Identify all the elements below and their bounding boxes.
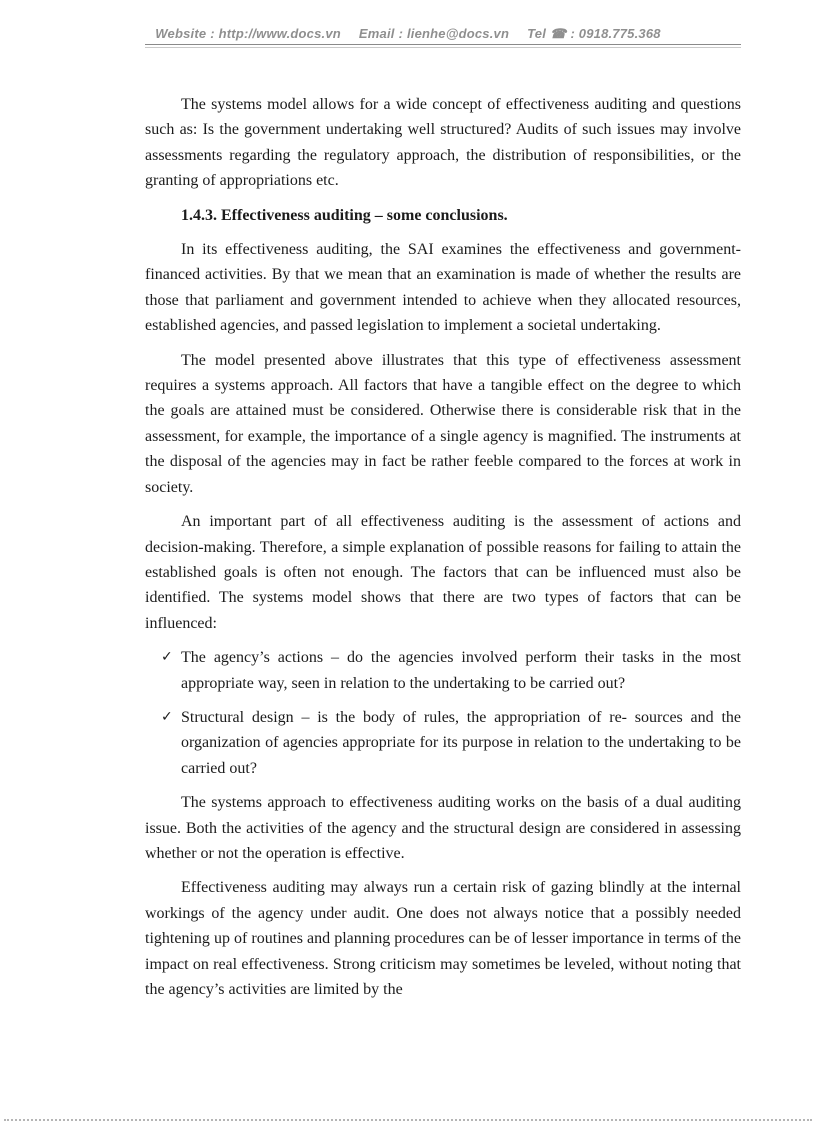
phone-icon: ☎ [550, 26, 567, 41]
email-label: Email [358, 26, 395, 41]
checkmark-icon: ✓ [161, 649, 173, 666]
paragraph: An important part of all effectiveness auditing is the assessment of actions and decision-making. Therefore, a simple explanation of possible reasons for failing to attain the established goals is often not enough. The factors that can be influenced must also be identified. The systems model shows that there are two types of factors that can be influenced: [145, 513, 741, 632]
header-divider [145, 44, 741, 48]
paragraph: Effectiveness auditing may always run a certain risk of gazing blindly at the internal workings of the agency under audit. One does not always notice that a possibly needed tightening up of routines and planning procedures can be of lesser importance in terms of the impact on real effectiveness. Strong criticism may sometimes be leveled, without noting that the agency’s activities are limited by the [145, 879, 741, 998]
website-label: Website [155, 26, 207, 41]
bullet-text: Structural design – is the body of rules, the appropriation of re- sources and the organization of agencies appropriate for its purpose in relation to the undertaking to be carried out? [181, 708, 741, 777]
tel-number: : 0918.775.368 [570, 26, 661, 41]
paragraph: The systems approach to effectiveness auditing works on the basis of a dual auditing issue. Both the activities of the agency and the structural design are considered in assessing whether or not the operation is effective. [145, 794, 741, 862]
bullet-item [145, 645, 741, 696]
section-heading: 1.4.3. Effectiveness auditing – some conclusions. [181, 206, 508, 224]
footer-divider [4, 1119, 812, 1121]
paragraph: The model presented above illustrates that this type of effectiveness assessment requires a systems approach. All factors that have a tangible effect on the degree to which the goals are attained must be considered. Otherwise there is considerable risk that in the assessment, for example, the importance of a single agency is magnified. The instruments at the disposal of the agencies may in fact be rather feeble compared to the forces at work in society. [145, 351, 741, 496]
tel-label: Tel [527, 26, 547, 41]
email-address: : lienhe@docs.vn [398, 26, 510, 41]
bullet-text: The agency’s actions – do the agencies involved perform their tasks in the most appropriate way, seen in relation to the undertaking to be carried out? [181, 649, 741, 692]
page-header [0, 26, 816, 42]
checkmark-icon: ✓ [161, 708, 173, 725]
paragraph: In its effectiveness auditing, the SAI examines the effectiveness and government-financed activities. By that we mean that an examination is made of whether the results are those that parliament and government intended to achieve when they allocated resources, established agencies, and passed legislation to implement a societal undertaking. [145, 241, 741, 335]
document-body [145, 92, 741, 1011]
website-url: : http://www.docs.vn [210, 26, 341, 41]
paragraph: The systems model allows for a wide concept of effectiveness auditing and questions such as: Is the government undertaking well structured? Audits of such issues may involve assessments regarding the regulatory approach, the distribution of responsibilities, or the granting of appropriations etc. [145, 96, 741, 190]
bullet-item [145, 705, 741, 781]
